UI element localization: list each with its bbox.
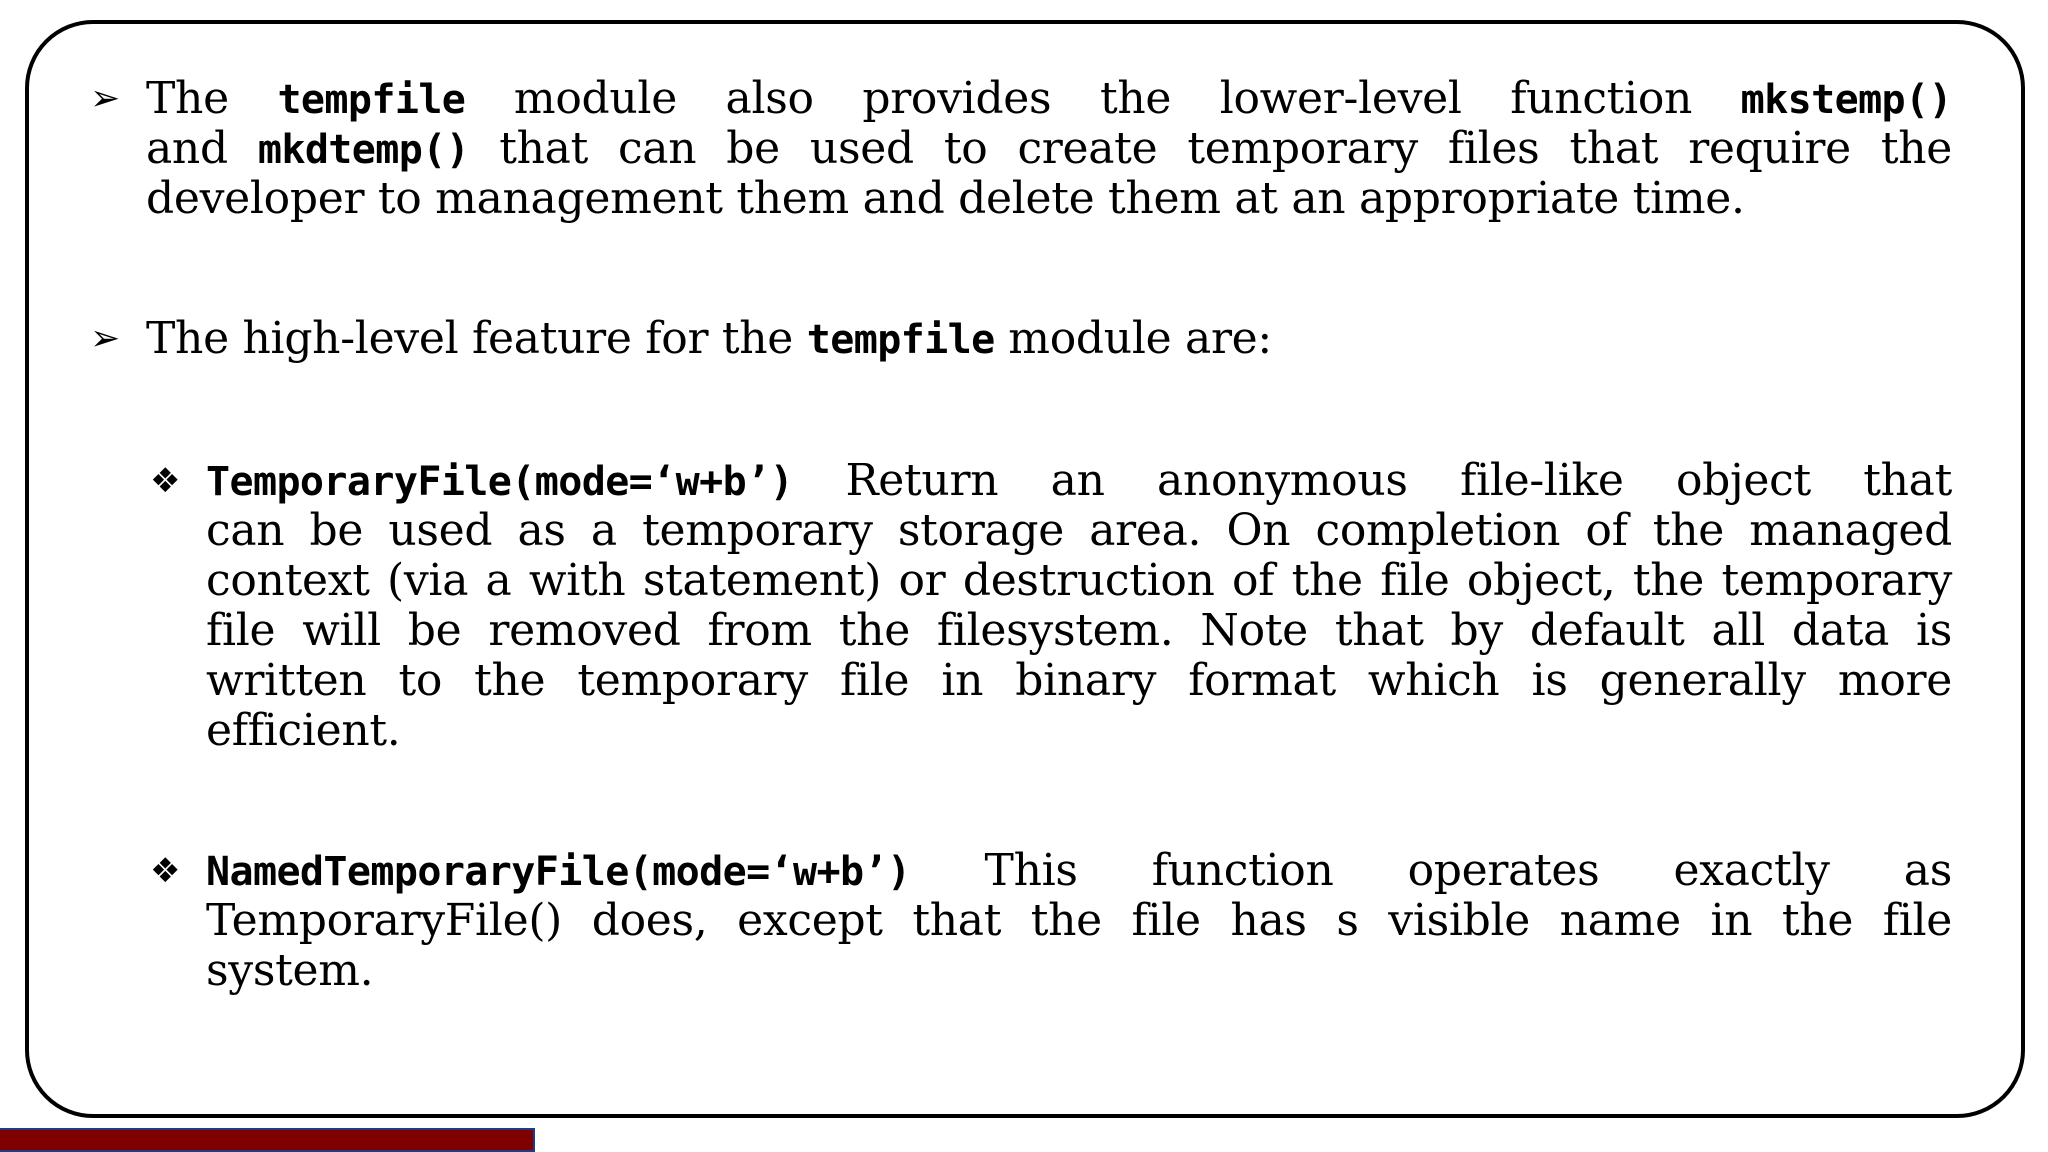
bullet-line xyxy=(90,846,1952,896)
footer-accent-bar xyxy=(0,1128,535,1152)
bullet-line xyxy=(90,706,1952,756)
text: The high-level feature for the xyxy=(146,313,794,364)
text: that can be used to create temporary files that require the xyxy=(499,123,1952,174)
text: module also provides the lower-level function xyxy=(513,73,1693,124)
diamond-bullet-icon: ❖ xyxy=(150,851,181,891)
code-namedtemporaryfile: NamedTemporaryFile(mode=‘w+b’) xyxy=(206,849,911,895)
text: efficient. xyxy=(206,705,401,756)
text: and xyxy=(146,123,228,174)
bullet-line xyxy=(90,606,1952,656)
diamond-bullet-icon: ❖ xyxy=(150,461,181,501)
bullet-line xyxy=(90,174,1952,224)
bullet-line xyxy=(90,456,1952,506)
slide-content xyxy=(90,62,1952,996)
text: Return an anonymous file-like object that xyxy=(845,455,1952,506)
bullet-line xyxy=(90,896,1952,946)
bullet-line xyxy=(90,506,1952,556)
bullet-mkstemp xyxy=(90,74,1952,224)
bullet-line xyxy=(90,124,1952,174)
code-mkstemp: mkstemp() xyxy=(1740,77,1952,123)
bullet-line xyxy=(90,556,1952,606)
text: context (via a with statement) or destruction of the file object, the temporary xyxy=(206,555,1952,606)
code-mkdtemp: mkdtemp() xyxy=(257,127,470,173)
text: This function operates exactly as xyxy=(984,845,1953,896)
code-temporaryfile: TemporaryFile(mode=‘w+b’) xyxy=(206,459,794,505)
sub-bullet-temporaryfile xyxy=(90,456,1952,756)
text: TemporaryFile() does, except that the file has s visible name in the file xyxy=(206,895,1952,946)
text: can be used as a temporary storage area. On completion of the managed xyxy=(206,505,1952,556)
sub-bullet-namedtemporaryfile xyxy=(90,846,1952,996)
text: developer to management them and delete them at an appropriate time. xyxy=(146,173,1745,224)
arrow-bullet-icon: ➢ xyxy=(90,78,121,119)
text: The xyxy=(146,73,229,124)
arrow-bullet-icon: ➢ xyxy=(90,318,121,359)
text: system. xyxy=(206,945,374,996)
bullet-line xyxy=(90,946,1952,996)
text: module are: xyxy=(1008,313,1272,364)
bullet-line xyxy=(90,656,1952,706)
bullet-line xyxy=(90,74,1952,124)
bullet-high-level-features xyxy=(90,314,1952,364)
text: written to the temporary file in binary format which is generally more xyxy=(206,655,1952,706)
bullet-line xyxy=(90,314,1952,364)
code-tempfile: tempfile xyxy=(806,317,995,363)
code-tempfile: tempfile xyxy=(277,77,466,123)
text: file will be removed from the filesystem. Note that by default all data is xyxy=(206,605,1952,656)
